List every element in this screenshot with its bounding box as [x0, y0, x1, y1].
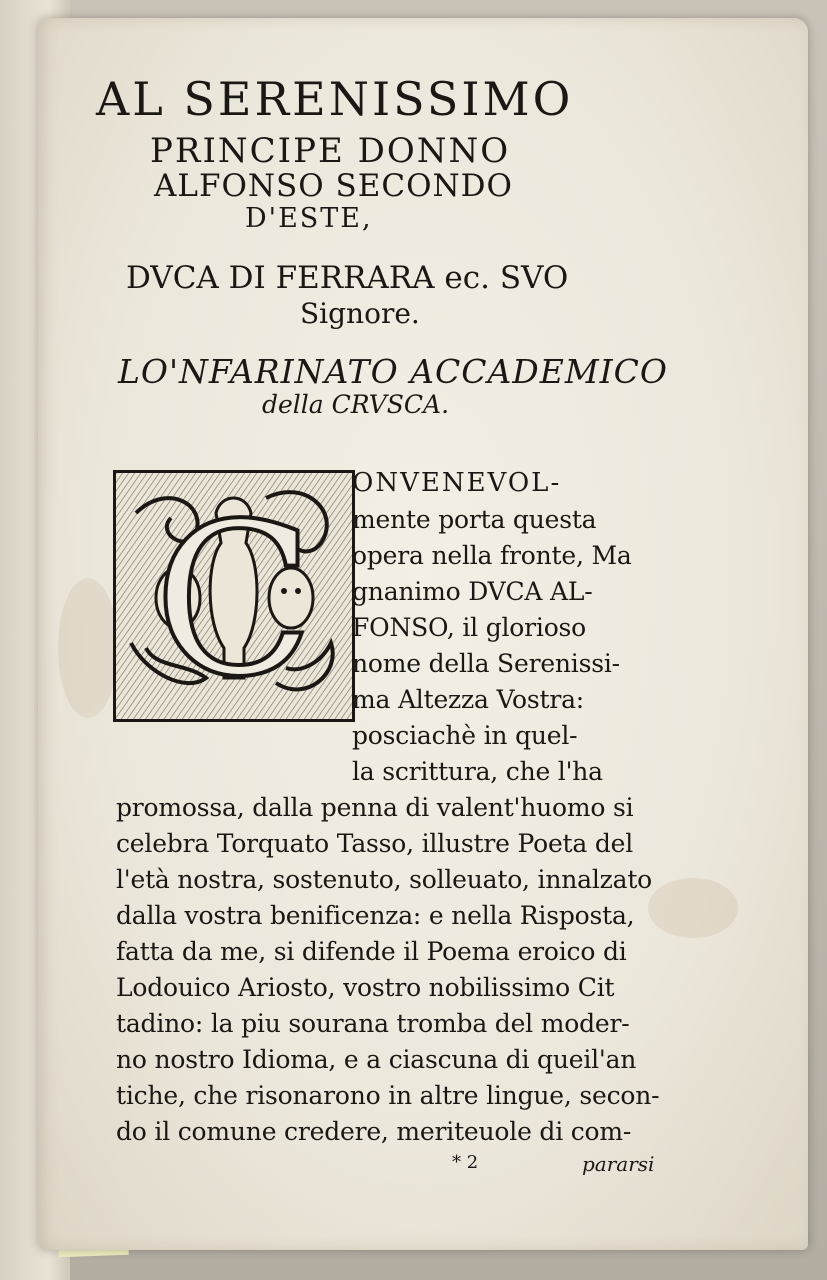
body-line: ONVENEVOL- — [352, 468, 562, 498]
body-line: mente porta questa — [352, 505, 597, 534]
body-line: la scrittura, che l'ha — [352, 757, 603, 786]
body-line: fatta da me, si difende il Poema eroico di — [116, 937, 627, 966]
catchword: pararsi — [582, 1152, 655, 1176]
body-line: gnanimo DVCA AL- — [352, 577, 593, 606]
dedication-line: DVCA DI FERRARA ec. SVO — [126, 260, 569, 296]
decorated-initial — [113, 470, 355, 722]
initial-letter: C — [153, 478, 315, 719]
body-line: no nostro Idioma, e a ciascuna di queil'an — [116, 1045, 637, 1074]
dedication-line: PRINCIPE DONNO — [150, 131, 511, 171]
signature-mark: * 2 — [452, 1152, 479, 1173]
dedication-line: Signore. — [300, 297, 420, 330]
body-line: ma Altezza Vostra: — [352, 685, 585, 714]
body-line: l'età nostra, sostenuto, solleuato, innalzato — [116, 865, 653, 894]
body-line: tadino: la piu sourana tromba del moder- — [116, 1009, 630, 1038]
body-line: dalla vostra benificenza: e nella Risposta, — [116, 901, 635, 930]
author-affiliation: della CRVSCA. — [262, 390, 450, 419]
body-line: tiche, che risonarono in altre lingue, secon- — [116, 1081, 660, 1110]
stain — [648, 878, 738, 938]
body-line: nome della Serenissi- — [352, 649, 620, 678]
woodcut-ornament-icon — [116, 473, 352, 719]
body-line: celebra Torquato Tasso, illustre Poeta del — [116, 829, 634, 858]
body-line: opera nella fronte, Ma — [352, 541, 632, 570]
stain — [58, 578, 118, 718]
dedication-line: D'ESTE, — [245, 203, 373, 234]
body-line: FONSO, il glorioso — [352, 613, 587, 642]
body-line: promossa, dalla penna di valent'huomo si — [116, 793, 634, 822]
author-name: LO'NFARINATO ACCADEMICO — [118, 352, 668, 391]
body-line: posciachè in quel- — [352, 721, 578, 750]
dedication-line: ALFONSO SECONDO — [154, 168, 513, 204]
body-line: Lodouico Ariosto, vostro nobilissimo Cit — [116, 973, 615, 1002]
body-line: do il comune credere, meriteuole di com- — [116, 1117, 632, 1146]
dedication-title: AL SERENISSIMO — [96, 72, 574, 126]
